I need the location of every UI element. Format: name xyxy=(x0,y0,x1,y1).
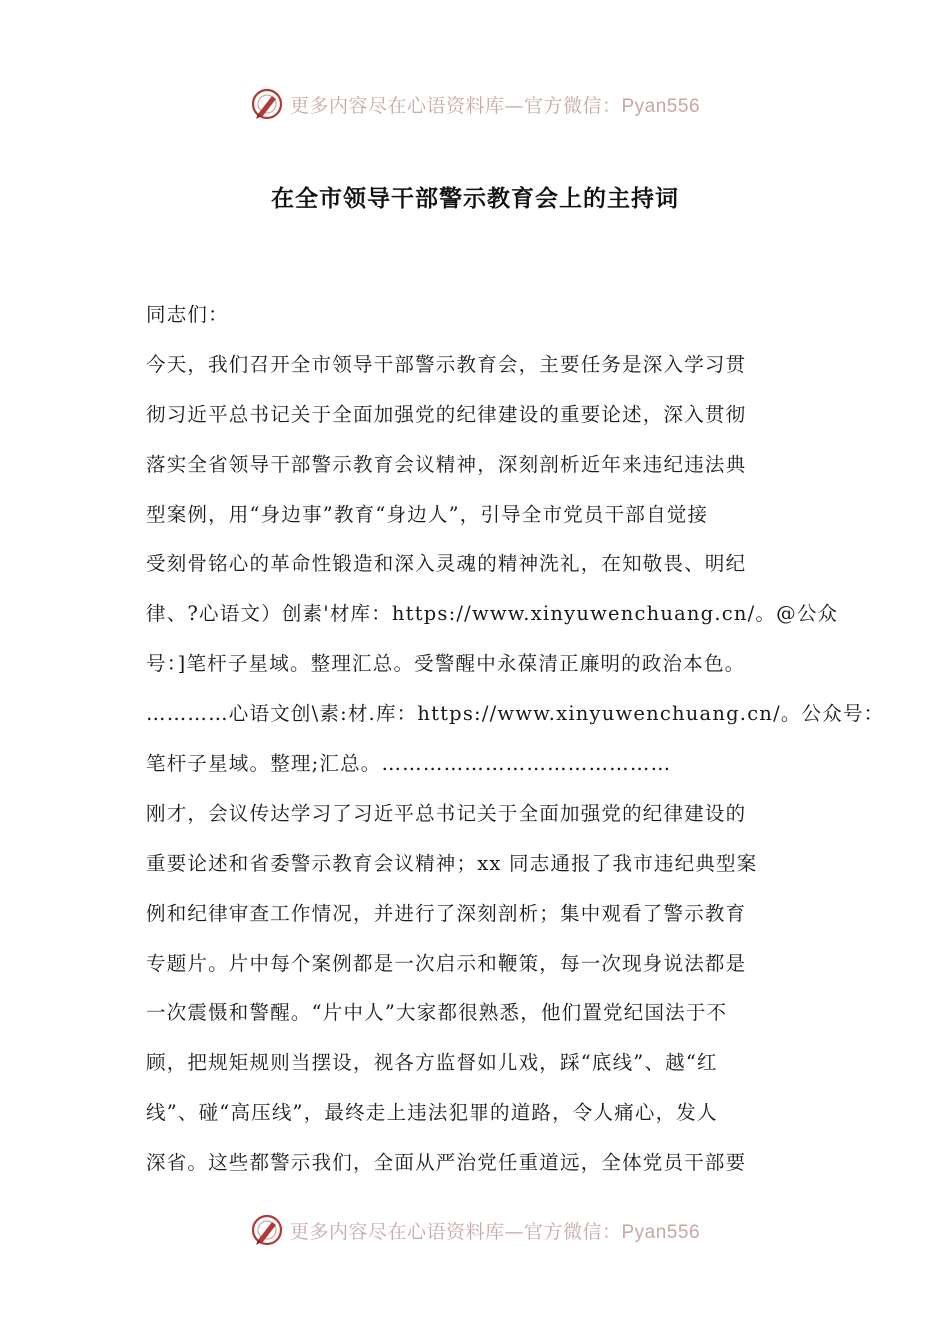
header-watermark xyxy=(0,84,950,124)
text-line: …………心语文创\素:材.库：https://www.xinyuwenchuang.cn/。公众号： xyxy=(146,702,885,726)
text-line: 受刻骨铭心的革命性锻造和深入灵魂的精神洗礼，在知敬畏、明纪 xyxy=(146,552,747,576)
text-line: 今天，我们召开全市领导干部警示教育会，主要任务是深入学习贯 xyxy=(146,352,747,376)
pen-logo-icon xyxy=(250,1213,284,1247)
text-line: 落实全省领导干部警示教育会议精神，深刻剖析近年来违纪违法典 xyxy=(146,452,747,476)
text-line: 刚才，会议传达学习了习近平总书记关于全面加强党的纪律建设的 xyxy=(146,801,747,825)
text-line: 深省。这些都警示我们，全面从严治党任重道远，全体党员干部要 xyxy=(146,1151,747,1175)
text-line: 型案例，用“身边事”教育“身边人”，引导全市党员干部自觉接 xyxy=(146,502,709,526)
document-body xyxy=(146,290,885,1188)
text-line: 号：]笔杆子星域。整理汇总。受警醒中永葆清正廉明的政治本色。 xyxy=(146,652,746,676)
text-line: 专题片。片中每个案例都是一次启示和鞭策，每一次现身说法都是 xyxy=(146,951,747,975)
text-line: 笔杆子星域。整理;汇总。…………………………………… xyxy=(146,752,672,776)
document-title: 在全市领导干部警示教育会上的主持词 xyxy=(271,186,679,212)
text-line: 顾，把规矩规则当摆设，视各方监督如儿戏，踩“底线”、越“红 xyxy=(146,1051,718,1075)
watermark-text: 更多内容尽在心语资料库—官方微信：Pyan556 xyxy=(289,94,701,117)
text-line: 线”、碰“高压线”，最终走上违法犯罪的道路，令人痛心，发人 xyxy=(146,1101,718,1125)
text-line: 彻习近平总书记关于全面加强党的纪律建设的重要论述，深入贯彻 xyxy=(146,402,747,426)
text-line: 律、?心语文）创素'材库：https://www.xinyuwenchuang.cn/。@公众 xyxy=(146,602,839,626)
watermark-contact: Pyan556 xyxy=(621,1221,701,1243)
footer-watermark xyxy=(0,1210,950,1250)
watermark-contact: Pyan556 xyxy=(621,95,701,117)
text-line: 同志们： xyxy=(146,303,229,326)
text-line: 重要论述和省委警示教育会议精神；xx 同志通报了我市违纪典型案 xyxy=(146,851,758,875)
text-line: 例和纪律审查工作情况，并进行了深刻剖析；集中观看了警示教育 xyxy=(146,901,747,925)
text-line: 一次震慑和警醒。“片中人”大家都很熟悉，他们置党纪国法于不 xyxy=(146,1001,728,1025)
pen-logo-icon xyxy=(250,87,284,121)
watermark-text: 更多内容尽在心语资料库—官方微信：Pyan556 xyxy=(289,1220,701,1243)
